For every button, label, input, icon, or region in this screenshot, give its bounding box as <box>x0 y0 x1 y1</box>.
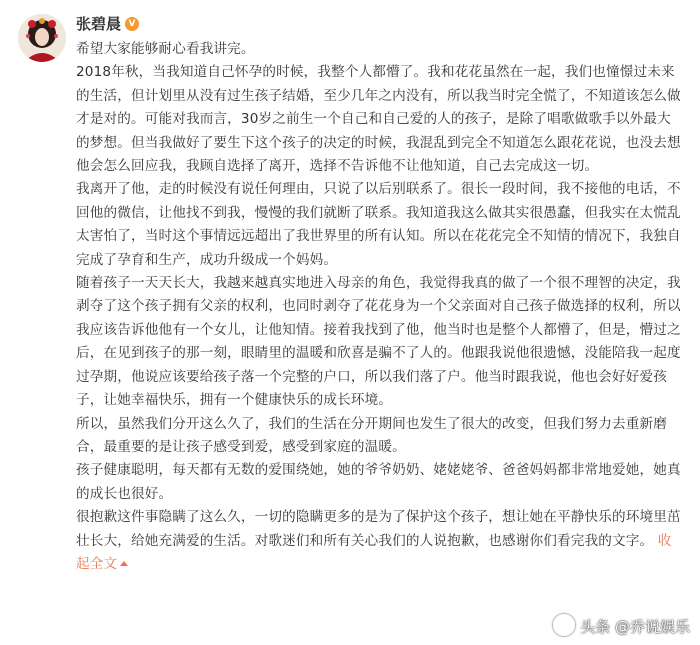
post-paragraph-last <box>76 506 682 576</box>
author-avatar[interactable] <box>18 14 66 62</box>
post-paragraph: 我离开了他，走的时候没有说任何理由，只说了以后别联系了。很长一段时间，我不接他的电话，不回他的微信，让他找不到我，慢慢的我们就断了联系。我知道我这么做其实很愚蠢，但我实在太慌乱太害怕了，当时这个事情远远超出了我世界里的所有认知。所以在花花完全不知情的情况下，我独自完成了孕育和生产，成功升级成一个妈妈。 <box>76 181 681 268</box>
post-paragraph: 所以，虽然我们分开这么久了，我们的生活在分开期间也发生了很大的改变，但我们努力去重新磨合，最重要的是让孩子感受到爱，感受到家庭的温暖。 <box>76 415 667 455</box>
author-name-row <box>76 14 139 34</box>
collapse-label: 收起全文 <box>76 532 672 572</box>
post-paragraph: 2018年秋，当我知道自己怀孕的时候，我整个人都懵了。我和花花虽然在一起，我们也憧憬过未来的生活，但计划里从没有过生孩子结婚，至少几年之内没有，所以我当时完全慌了，不知道该怎么做才是对的。可能对我而言，30岁之前生一个自己和自己爱的人的孩子，是除了唱歌做歌手以外最大的梦想。但当我做好了要生下这个孩子的决定的时候，我混乱到完全不知道怎么跟花花说，也没去想他会怎么回应我，我顾自选择了离开，选择不告诉他不让他知道，自己去完成这一切。 <box>76 64 681 175</box>
post-paragraph: 随着孩子一天天长大，我越来越真实地进入母亲的角色，我觉得我真的做了一个很不理智的决定，我剥夺了这个孩子拥有父亲的权利，也同时剥夺了花花身为一个父亲面对自己孩子做选择的权利，所以我应该告诉他他有一个女儿，让他知情。接着我找到了他，他当时也是整个人都懵了，但是，懵过之后，在见到孩子的那一刻，眼睛里的温暖和欣喜是骗不了人的。他跟我说他很遗憾，没能陪我一起度过孕期，他说应该要给孩子落一个完整的户口，所以我们落了户。他当时跟我说，他也会好好爱孩子，让她幸福快乐，拥有一个健康快乐的成长环境。 <box>76 275 681 409</box>
verified-badge-icon <box>125 17 139 31</box>
watermark <box>553 614 690 637</box>
post-body <box>76 38 682 576</box>
post-paragraph: 希望大家能够耐心看我讲完。 <box>76 41 255 57</box>
watermark-logo-icon <box>553 614 575 636</box>
chevron-up-icon <box>120 561 128 566</box>
author-name[interactable]: 张碧晨 <box>76 15 122 33</box>
post-paragraph-text: 很抱歉这件事隐瞒了这么久，一切的隐瞒更多的是为了保护这个孩子，想让她在平静快乐的环境里茁壮长大，给她充满爱的生活。对歌迷们和所有关心我们的人说抱歉，也感谢你们看完我的文字。 <box>76 509 681 549</box>
post-paragraph: 孩子健康聪明，每天都有无数的爱围绕她，她的爷爷奶奶、姥姥姥爷、爸爸妈妈都非常地爱她，她真的成长也很好。 <box>76 462 681 502</box>
watermark-text: 头条 @乔说娱乐 <box>580 618 690 636</box>
